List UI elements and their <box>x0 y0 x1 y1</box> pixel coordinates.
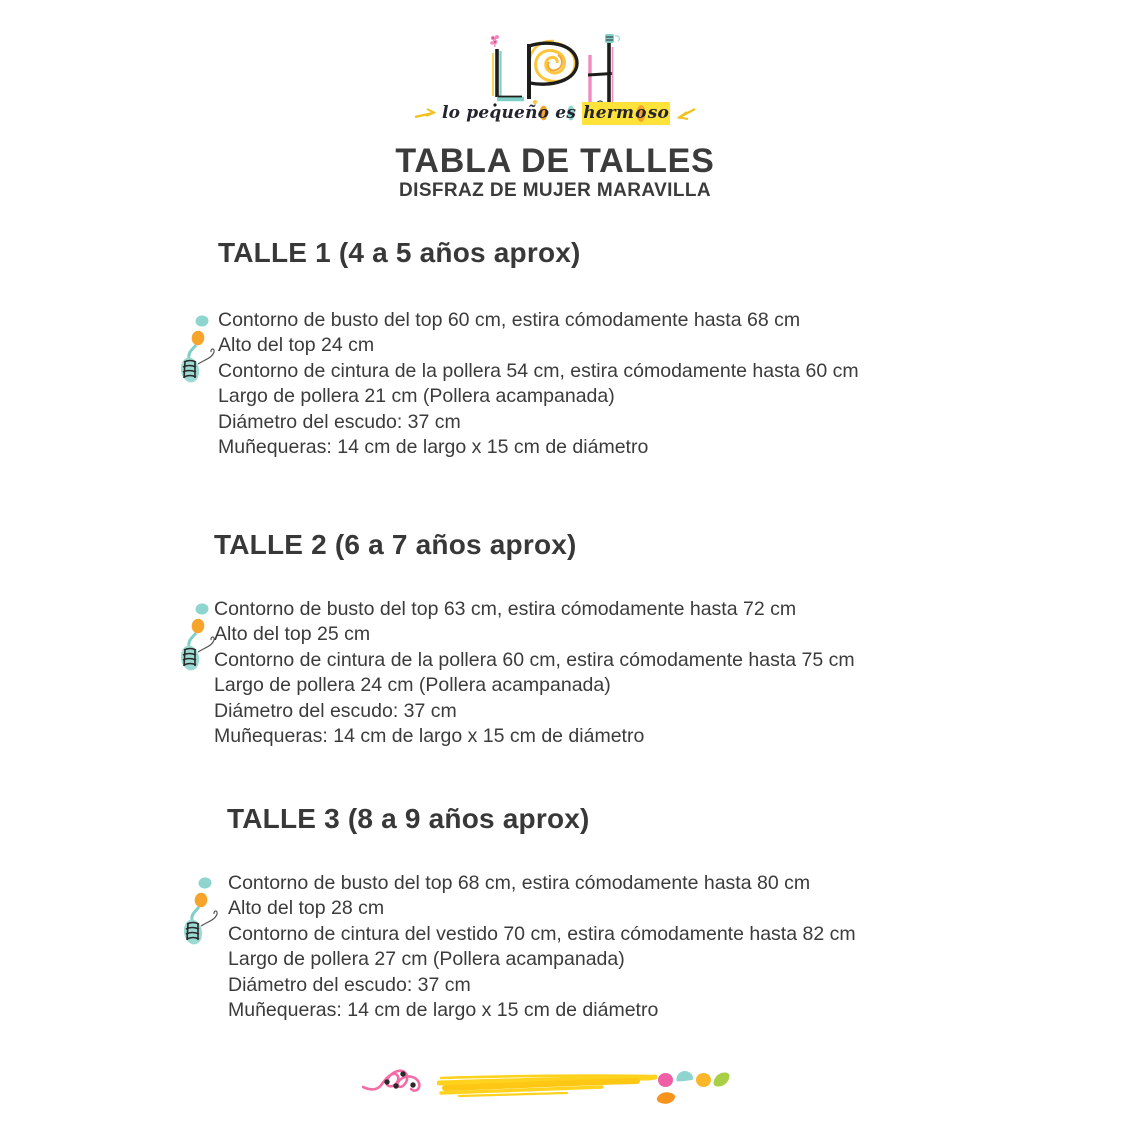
list-item: Contorno de busto del top 60 cm, estira cómodamente hasta 68 cm <box>218 309 801 331</box>
section-heading-talle-2: TALLE 2 (6 a 7 años aprox) <box>214 529 577 560</box>
list-item: Alto del top 28 cm <box>228 897 385 920</box>
right-arrow-icon <box>676 107 696 121</box>
list-item: Contorno de cintura de la pollera 60 cm, estira cómodamente hasta 75 cm <box>214 648 855 671</box>
brand-logo <box>478 33 628 107</box>
list-item: Largo de pollera 24 cm (Pollera acampanada) <box>214 674 611 697</box>
yellow-scribble-divider <box>437 1070 657 1098</box>
page-subtitle: DISFRAZ DE MUJER MARAVILLA <box>399 180 711 201</box>
sewing-spool-doodle-icon <box>179 874 223 952</box>
brand-tagline <box>0 103 1110 123</box>
list-item: Contorno de cintura de la pollera 54 cm, estira cómodamente hasta 60 cm <box>218 359 859 382</box>
pink-squiggle-icon <box>362 1060 434 1100</box>
section-heading-talle-1: TALLE 1 (4 a 5 años aprox) <box>218 237 581 268</box>
list-item: Contorno de busto del top 68 cm, estira cómodamente hasta 80 cm <box>228 872 811 894</box>
footer-dot-icon <box>656 1088 677 1108</box>
list-item: Alto del top 25 cm <box>214 623 371 646</box>
lph-logo-icon <box>478 33 628 107</box>
footer-dot-icon <box>696 1073 711 1087</box>
list-item: Diámetro del escudo: 37 cm <box>228 973 471 996</box>
list-item: Contorno de busto del top 63 cm, estira cómodamente hasta 72 cm <box>214 598 797 620</box>
left-arrow-icon <box>414 108 436 120</box>
list-item: Muñequeras: 14 cm de largo x 15 cm de diámetro <box>228 999 659 1022</box>
list-item: Largo de pollera 27 cm (Pollera acampanada) <box>228 948 625 971</box>
list-item: Muñequeras: 14 cm de largo x 15 cm de diámetro <box>214 725 645 748</box>
footer-dot-icon <box>658 1073 673 1087</box>
measurements-list-talle-1 <box>218 308 859 460</box>
list-item: Diámetro del escudo: 37 cm <box>214 699 457 722</box>
page-title: TABLA DE TALLES <box>395 142 715 180</box>
tagline-text: lo pequeño es hermoso <box>441 103 669 123</box>
footer-dot-icon <box>676 1070 694 1082</box>
list-item: Diámetro del escudo: 37 cm <box>218 410 461 433</box>
footer-dot-icon <box>713 1071 730 1088</box>
list-item: Alto del top 24 cm <box>218 334 375 357</box>
footer-color-dots <box>658 1071 748 1097</box>
list-item: Largo de pollera 21 cm (Pollera acampanada) <box>218 385 615 408</box>
list-item: Contorno de cintura del vestido 70 cm, estira cómodamente hasta 82 cm <box>228 922 856 945</box>
measurements-list-talle-3 <box>228 871 856 1023</box>
sewing-spool-doodle-icon <box>176 312 220 390</box>
list-item: Muñequeras: 14 cm de largo x 15 cm de diámetro <box>218 436 649 459</box>
measurements-list-talle-2 <box>214 597 855 749</box>
section-heading-talle-3: TALLE 3 (8 a 9 años aprox) <box>227 803 590 834</box>
